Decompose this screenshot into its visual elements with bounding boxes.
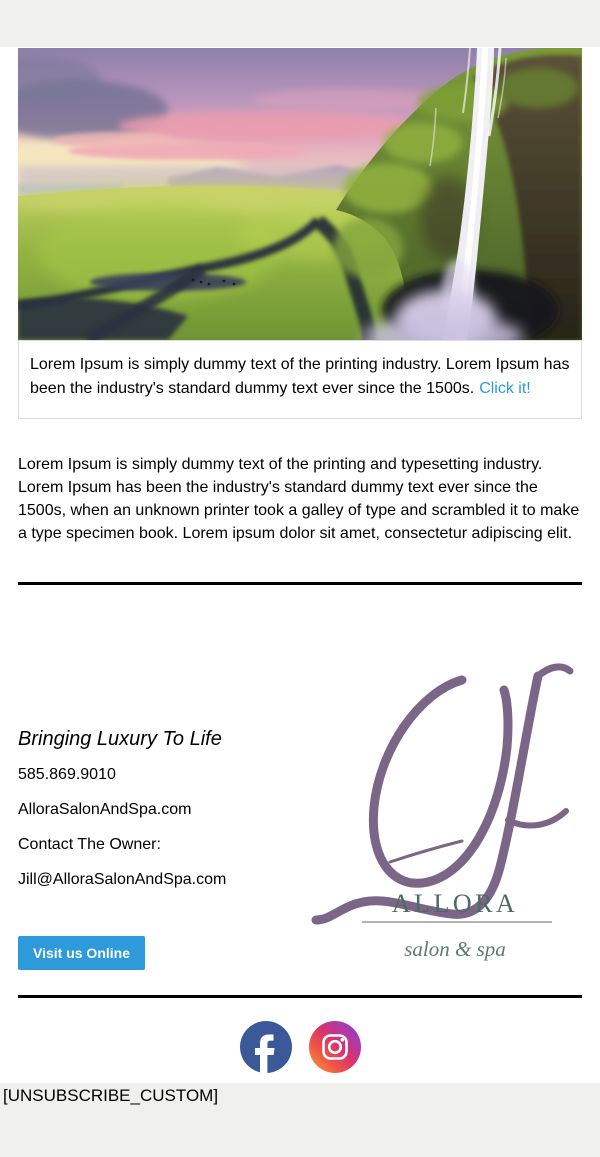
divider-bottom	[18, 995, 582, 998]
caption-text: Lorem Ipsum is simply dummy text of the printing industry. Lorem Ipsum has been the industry's standard dummy text ever since the 1500s.	[30, 356, 570, 397]
facebook-icon[interactable]	[240, 1021, 292, 1073]
hero-image	[18, 48, 582, 340]
body-paragraph: Lorem Ipsum is simply dummy text of the printing and typesetting industry. Lorem Ipsum has been the industry's standard dummy text ever since the 1500s, when an unknown printer took a galley of type and scrambled it to make a type specimen book. Lorem ipsum dolor sit amet, consectetur adipiscing elit.	[18, 456, 580, 542]
image-caption-box	[18, 340, 582, 419]
waterfall-image	[18, 48, 582, 340]
instagram-icon[interactable]	[309, 1021, 361, 1073]
logo-subtitle: salon & spa	[404, 937, 506, 961]
tagline: Bringing Luxury To Life	[18, 728, 222, 750]
visit-us-online-button[interactable]: Visit us Online	[18, 936, 145, 970]
contact-column	[18, 585, 302, 970]
caption-link[interactable]: Click it!	[479, 380, 531, 397]
phone-number: 585.869.9010	[18, 766, 116, 783]
contact-section	[18, 585, 582, 970]
unsubscribe-tag: [UNSUBSCRIBE_CUSTOM]	[3, 1086, 219, 1105]
website-text: AlloraSalonAndSpa.com	[18, 801, 192, 818]
allora-logo	[302, 662, 582, 962]
email-body	[0, 47, 600, 1083]
contact-owner-label: Contact The Owner:	[18, 836, 161, 853]
logo-wordmark: ALLORA	[391, 889, 519, 918]
social-links	[0, 1021, 600, 1073]
email-text: Jill@AlloraSalonAndSpa.com	[18, 871, 227, 888]
logo-column	[302, 585, 582, 970]
